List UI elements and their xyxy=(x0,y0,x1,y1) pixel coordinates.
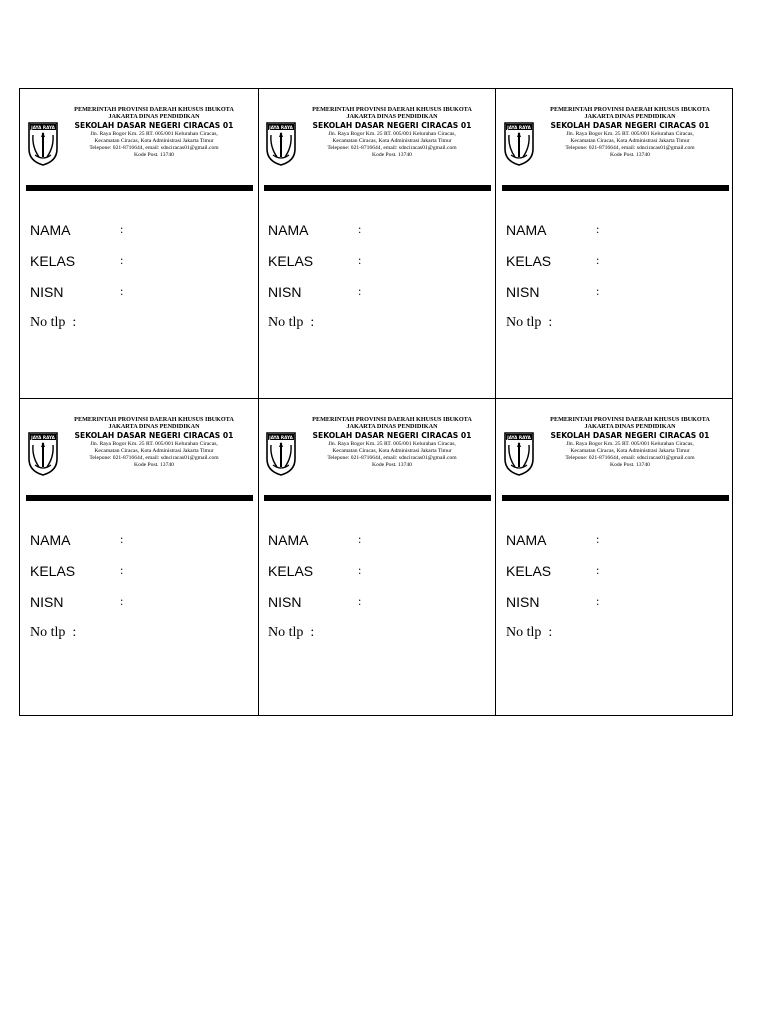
letterhead-line1: PEMERINTAH PROVINSI DAERAH KHUSUS IBUKOTA xyxy=(74,416,234,423)
field-colon: : xyxy=(120,284,124,298)
jakarta-emblem-logo xyxy=(503,429,535,477)
address-line1: Jln. Raya Bogor Km. 25 RT. 005/001 Kelurahan Ciracas, xyxy=(328,440,456,447)
name-label-card-2 xyxy=(258,89,496,403)
field-label-nisn: NISN xyxy=(30,594,64,610)
postal-code: Kode Post. 13740 xyxy=(134,151,174,158)
letterhead-line2: JAKARTA DINAS PENDIDIKAN xyxy=(584,113,676,121)
letterhead-rule xyxy=(502,185,729,191)
postal-code: Kode Post. 13740 xyxy=(134,461,174,468)
contact-line: Telepone: 021-8716644, email: sdnciracas01@gmail.com xyxy=(565,144,695,151)
school-name: SEKOLAH DASAR NEGERI CIRACAS 01 xyxy=(550,121,710,131)
field-label-nama: NAMA xyxy=(268,222,309,238)
letterhead xyxy=(296,107,488,158)
field-label-nisn: NISN xyxy=(506,284,540,300)
school-name: SEKOLAH DASAR NEGERI CIRACAS 01 xyxy=(312,121,472,131)
letterhead xyxy=(58,107,250,158)
svg-text:JAYA RAYA: JAYA RAYA xyxy=(269,125,293,130)
field-label-no-tlp xyxy=(30,625,76,641)
address-line2: Kecamatan Ciracas, Kota Administrasi Jakarta Timur xyxy=(570,137,690,144)
letterhead-rule xyxy=(26,185,253,191)
field-colon: : xyxy=(310,315,315,330)
address-line1: Jln. Raya Bogor Km. 25 RT. 005/001 Kelurahan Ciracas, xyxy=(566,440,694,447)
field-label-nama: NAMA xyxy=(30,222,71,238)
letterhead-line1: PEMERINTAH PROVINSI DAERAH KHUSUS IBUKOTA xyxy=(74,106,234,113)
field-label-nisn: NISN xyxy=(268,594,302,610)
postal-code: Kode Post. 13740 xyxy=(610,461,650,468)
field-label-nisn: NISN xyxy=(268,284,302,300)
letterhead xyxy=(58,417,250,468)
field-label-nisn: NISN xyxy=(30,284,64,300)
field-colon: : xyxy=(120,253,124,267)
postal-code: Kode Post. 13740 xyxy=(372,151,412,158)
contact-line: Telepone: 021-8716644, email: sdnciracas01@gmail.com xyxy=(89,454,219,461)
name-label-card-4 xyxy=(20,399,258,713)
jakarta-emblem-logo xyxy=(503,119,535,167)
field-label-no-tlp xyxy=(268,625,314,641)
letterhead-line2: JAKARTA DINAS PENDIDIKAN xyxy=(584,423,676,431)
label-sheet xyxy=(19,88,733,716)
field-colon: : xyxy=(548,315,553,330)
letterhead-rule xyxy=(264,495,491,501)
field-label-kelas: KELAS xyxy=(30,253,76,269)
field-colon: : xyxy=(548,625,553,640)
field-colon: : xyxy=(358,532,362,546)
school-name: SEKOLAH DASAR NEGERI CIRACAS 01 xyxy=(550,431,710,441)
field-colon: : xyxy=(358,222,362,236)
field-label-nama: NAMA xyxy=(506,532,547,548)
field-colon: : xyxy=(120,222,124,236)
school-name: SEKOLAH DASAR NEGERI CIRACAS 01 xyxy=(74,121,234,131)
field-label-kelas: KELAS xyxy=(30,563,76,579)
svg-text:JAYA RAYA: JAYA RAYA xyxy=(31,125,55,130)
letterhead-line1: PEMERINTAH PROVINSI DAERAH KHUSUS IBUKOTA xyxy=(312,416,472,423)
field-colon: : xyxy=(596,253,600,267)
name-label-card-3 xyxy=(496,89,734,403)
field-colon: : xyxy=(310,625,315,640)
contact-line: Telepone: 021-8716644, email: sdnciracas01@gmail.com xyxy=(89,144,219,151)
no-tlp-text: No tlp xyxy=(506,315,542,330)
field-colon: : xyxy=(596,222,600,236)
field-label-nama: NAMA xyxy=(268,532,309,548)
letterhead xyxy=(534,107,726,158)
field-colon: : xyxy=(358,253,362,267)
no-tlp-text: No tlp xyxy=(268,625,304,640)
field-colon: : xyxy=(72,315,77,330)
letterhead-rule xyxy=(502,495,729,501)
address-line2: Kecamatan Ciracas, Kota Administrasi Jakarta Timur xyxy=(570,447,690,454)
field-label-no-tlp xyxy=(268,315,314,331)
address-line2: Kecamatan Ciracas, Kota Administrasi Jakarta Timur xyxy=(94,447,214,454)
field-colon: : xyxy=(72,625,77,640)
postal-code: Kode Post. 13740 xyxy=(610,151,650,158)
field-label-nisn: NISN xyxy=(506,594,540,610)
field-colon: : xyxy=(120,532,124,546)
field-colon: : xyxy=(358,563,362,577)
svg-text:JAYA RAYA: JAYA RAYA xyxy=(507,125,531,130)
svg-text:JAYA RAYA: JAYA RAYA xyxy=(507,435,531,440)
name-label-card-6 xyxy=(496,399,734,713)
field-colon: : xyxy=(358,594,362,608)
name-label-card-5 xyxy=(258,399,496,713)
jakarta-emblem-logo xyxy=(265,429,297,477)
no-tlp-text: No tlp xyxy=(30,315,66,330)
letterhead-rule xyxy=(264,185,491,191)
name-label-card-1 xyxy=(20,89,258,403)
field-label-nama: NAMA xyxy=(30,532,71,548)
field-label-kelas: KELAS xyxy=(506,563,552,579)
letterhead-line2: JAKARTA DINAS PENDIDIKAN xyxy=(346,423,438,431)
letterhead xyxy=(534,417,726,468)
letterhead-line1: PEMERINTAH PROVINSI DAERAH KHUSUS IBUKOTA xyxy=(550,106,710,113)
svg-text:JAYA RAYA: JAYA RAYA xyxy=(31,435,55,440)
field-colon: : xyxy=(596,563,600,577)
school-name: SEKOLAH DASAR NEGERI CIRACAS 01 xyxy=(312,431,472,441)
letterhead xyxy=(296,417,488,468)
letterhead-line2: JAKARTA DINAS PENDIDIKAN xyxy=(346,113,438,121)
field-colon: : xyxy=(596,594,600,608)
letterhead-line1: PEMERINTAH PROVINSI DAERAH KHUSUS IBUKOTA xyxy=(312,106,472,113)
postal-code: Kode Post. 13740 xyxy=(372,461,412,468)
field-colon: : xyxy=(120,594,124,608)
letterhead-line2: JAKARTA DINAS PENDIDIKAN xyxy=(108,423,200,431)
address-line1: Jln. Raya Bogor Km. 25 RT. 005/001 Kelurahan Ciracas, xyxy=(566,130,694,137)
no-tlp-text: No tlp xyxy=(268,315,304,330)
school-name: SEKOLAH DASAR NEGERI CIRACAS 01 xyxy=(74,431,234,441)
jakarta-emblem-logo xyxy=(265,119,297,167)
contact-line: Telepone: 021-8716644, email: sdnciracas01@gmail.com xyxy=(565,454,695,461)
svg-text:JAYA RAYA: JAYA RAYA xyxy=(269,435,293,440)
field-colon: : xyxy=(358,284,362,298)
field-label-kelas: KELAS xyxy=(506,253,552,269)
letterhead-line1: PEMERINTAH PROVINSI DAERAH KHUSUS IBUKOTA xyxy=(550,416,710,423)
address-line1: Jln. Raya Bogor Km. 25 RT. 005/001 Kelurahan Ciracas, xyxy=(328,130,456,137)
no-tlp-text: No tlp xyxy=(506,625,542,640)
no-tlp-text: No tlp xyxy=(30,625,66,640)
letterhead-line2: JAKARTA DINAS PENDIDIKAN xyxy=(108,113,200,121)
address-line2: Kecamatan Ciracas, Kota Administrasi Jakarta Timur xyxy=(94,137,214,144)
jakarta-emblem-logo xyxy=(27,429,59,477)
field-colon: : xyxy=(596,284,600,298)
address-line1: Jln. Raya Bogor Km. 25 RT. 005/001 Kelurahan Ciracas, xyxy=(90,130,218,137)
contact-line: Telepone: 021-8716644, email: sdnciracas01@gmail.com xyxy=(327,144,457,151)
jakarta-emblem-logo xyxy=(27,119,59,167)
field-label-kelas: KELAS xyxy=(268,253,314,269)
field-label-no-tlp xyxy=(506,315,552,331)
field-colon: : xyxy=(120,563,124,577)
field-label-no-tlp xyxy=(506,625,552,641)
contact-line: Telepone: 021-8716644, email: sdnciracas01@gmail.com xyxy=(327,454,457,461)
field-label-no-tlp xyxy=(30,315,76,331)
field-label-nama: NAMA xyxy=(506,222,547,238)
address-line1: Jln. Raya Bogor Km. 25 RT. 005/001 Kelurahan Ciracas, xyxy=(90,440,218,447)
field-colon: : xyxy=(596,532,600,546)
address-line2: Kecamatan Ciracas, Kota Administrasi Jakarta Timur xyxy=(332,447,452,454)
address-line2: Kecamatan Ciracas, Kota Administrasi Jakarta Timur xyxy=(332,137,452,144)
letterhead-rule xyxy=(26,495,253,501)
field-label-kelas: KELAS xyxy=(268,563,314,579)
